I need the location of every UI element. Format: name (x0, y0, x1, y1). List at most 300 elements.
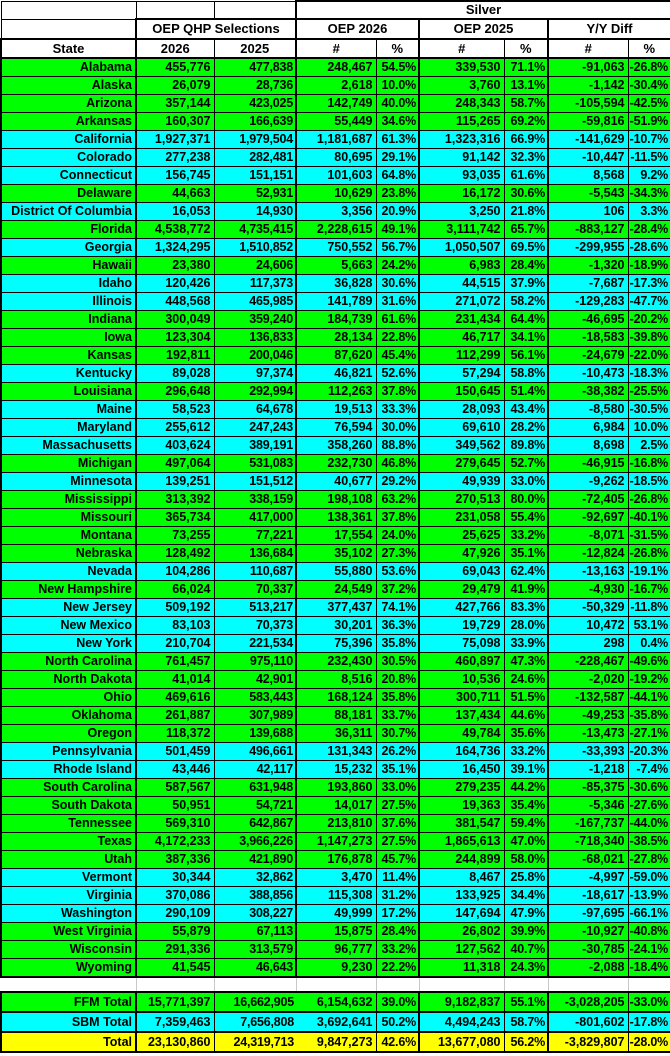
value-cell[interactable]: 112,263 (296, 383, 376, 401)
empty-cell[interactable] (1, 1, 136, 19)
value-cell[interactable]: 24.6% (504, 671, 548, 689)
value-cell[interactable]: 4,494,243 (419, 1012, 504, 1032)
value-cell[interactable]: 388,856 (214, 887, 296, 905)
state-cell[interactable]: Iowa (1, 329, 136, 347)
value-cell[interactable]: -13,473 (548, 725, 628, 743)
value-cell[interactable]: 192,811 (136, 347, 214, 365)
value-cell[interactable]: 427,766 (419, 599, 504, 617)
value-cell[interactable]: 115,265 (419, 113, 504, 131)
value-cell[interactable]: -91,063 (548, 58, 628, 77)
value-cell[interactable]: 118,372 (136, 725, 214, 743)
value-cell[interactable]: 32.3% (504, 149, 548, 167)
value-cell[interactable]: -18.4% (628, 959, 670, 978)
value-cell[interactable]: 150,645 (419, 383, 504, 401)
value-cell[interactable]: 20.9% (376, 203, 419, 221)
value-cell[interactable]: 33.3% (376, 401, 419, 419)
value-cell[interactable]: 28.2% (504, 419, 548, 437)
state-cell[interactable]: North Dakota (1, 671, 136, 689)
state-cell[interactable]: Texas (1, 833, 136, 851)
value-cell[interactable]: 70,337 (214, 581, 296, 599)
value-cell[interactable]: -7.4% (628, 761, 670, 779)
value-cell[interactable]: 136,833 (214, 329, 296, 347)
value-cell[interactable]: 58.7% (504, 95, 548, 113)
value-cell[interactable]: 24,549 (296, 581, 376, 599)
value-cell[interactable]: 44.6% (504, 707, 548, 725)
state-cell[interactable]: Colorado (1, 149, 136, 167)
state-cell[interactable]: Alabama (1, 58, 136, 77)
state-cell[interactable]: Georgia (1, 239, 136, 257)
value-cell[interactable]: 1,324,295 (136, 239, 214, 257)
value-cell[interactable]: 46,717 (419, 329, 504, 347)
value-cell[interactable]: -13.9% (628, 887, 670, 905)
value-cell[interactable]: -11.8% (628, 599, 670, 617)
value-cell[interactable]: 24.3% (504, 959, 548, 978)
state-cell[interactable]: Wyoming (1, 959, 136, 978)
state-cell[interactable]: North Carolina (1, 653, 136, 671)
value-cell[interactable]: 142,749 (296, 95, 376, 113)
value-cell[interactable]: 36.3% (376, 617, 419, 635)
col-2025-header[interactable]: 2025 (214, 39, 296, 58)
value-cell[interactable]: 88.8% (376, 437, 419, 455)
value-cell[interactable]: -5,543 (548, 185, 628, 203)
state-cell[interactable]: South Carolina (1, 779, 136, 797)
state-cell[interactable]: Nevada (1, 563, 136, 581)
value-cell[interactable]: 8,568 (548, 167, 628, 185)
value-cell[interactable]: 9.2% (628, 167, 670, 185)
value-cell[interactable]: 42.6% (376, 1032, 419, 1052)
value-cell[interactable]: 279,645 (419, 455, 504, 473)
value-cell[interactable]: 3,111,742 (419, 221, 504, 239)
value-cell[interactable]: 2.5% (628, 437, 670, 455)
value-cell[interactable]: -27.1% (628, 725, 670, 743)
value-cell[interactable]: -3,028,205 (548, 992, 628, 1012)
value-cell[interactable]: 27.3% (376, 545, 419, 563)
value-cell[interactable]: 44,515 (419, 275, 504, 293)
value-cell[interactable]: 64.4% (504, 311, 548, 329)
value-cell[interactable]: 7,359,463 (136, 1012, 214, 1032)
value-cell[interactable]: 23,130,860 (136, 1032, 214, 1052)
value-cell[interactable]: 55.4% (504, 509, 548, 527)
value-cell[interactable]: 139,688 (214, 725, 296, 743)
value-cell[interactable]: -49.6% (628, 653, 670, 671)
value-cell[interactable]: 69,610 (419, 419, 504, 437)
value-cell[interactable]: 231,058 (419, 509, 504, 527)
value-cell[interactable]: 583,443 (214, 689, 296, 707)
value-cell[interactable]: 57,294 (419, 365, 504, 383)
oep2025-pct-header[interactable]: % (504, 39, 548, 58)
value-cell[interactable]: -28.6% (628, 239, 670, 257)
state-cell[interactable]: New Jersey (1, 599, 136, 617)
col-2026-header[interactable]: 2026 (136, 39, 214, 58)
value-cell[interactable]: -46,915 (548, 455, 628, 473)
value-cell[interactable]: 35,102 (296, 545, 376, 563)
value-cell[interactable]: 22.8% (376, 329, 419, 347)
value-cell[interactable]: -92,697 (548, 509, 628, 527)
value-cell[interactable]: 44,663 (136, 185, 214, 203)
state-cell[interactable]: Nebraska (1, 545, 136, 563)
value-cell[interactable]: -8,071 (548, 527, 628, 545)
value-cell[interactable]: 54.5% (376, 58, 419, 77)
value-cell[interactable]: 31.2% (376, 887, 419, 905)
state-cell[interactable]: Missouri (1, 509, 136, 527)
value-cell[interactable]: 10,629 (296, 185, 376, 203)
value-cell[interactable]: 29,479 (419, 581, 504, 599)
value-cell[interactable]: -35.8% (628, 707, 670, 725)
value-cell[interactable]: 89,028 (136, 365, 214, 383)
value-cell[interactable]: 15,771,397 (136, 992, 214, 1012)
value-cell[interactable]: 33.9% (504, 635, 548, 653)
value-cell[interactable]: -42.5% (628, 95, 670, 113)
value-cell[interactable]: -59.0% (628, 869, 670, 887)
value-cell[interactable]: 26,802 (419, 923, 504, 941)
value-cell[interactable]: 1,510,852 (214, 239, 296, 257)
state-cell[interactable]: California (1, 131, 136, 149)
value-cell[interactable]: 47.3% (504, 653, 548, 671)
value-cell[interactable]: 36,828 (296, 275, 376, 293)
value-cell[interactable]: 69,043 (419, 563, 504, 581)
state-cell[interactable]: Connecticut (1, 167, 136, 185)
value-cell[interactable]: 40,677 (296, 473, 376, 491)
value-cell[interactable]: -129,283 (548, 293, 628, 311)
value-cell[interactable]: -17.8% (628, 1012, 670, 1032)
value-cell[interactable]: 16,662,905 (214, 992, 296, 1012)
value-cell[interactable]: 381,547 (419, 815, 504, 833)
value-cell[interactable]: 33.0% (504, 473, 548, 491)
value-cell[interactable]: 300,049 (136, 311, 214, 329)
value-cell[interactable]: -7,687 (548, 275, 628, 293)
value-cell[interactable]: 587,567 (136, 779, 214, 797)
value-cell[interactable]: 96,777 (296, 941, 376, 959)
value-cell[interactable]: -38.5% (628, 833, 670, 851)
value-cell[interactable]: 30,344 (136, 869, 214, 887)
empty-cell[interactable] (136, 977, 214, 992)
value-cell[interactable]: 20.8% (376, 671, 419, 689)
value-cell[interactable]: -105,594 (548, 95, 628, 113)
value-cell[interactable]: -30.6% (628, 779, 670, 797)
value-cell[interactable]: 460,897 (419, 653, 504, 671)
value-cell[interactable]: 24,319,713 (214, 1032, 296, 1052)
value-cell[interactable]: 61.6% (376, 311, 419, 329)
value-cell[interactable]: 40.0% (376, 95, 419, 113)
value-cell[interactable]: 37.8% (376, 509, 419, 527)
value-cell[interactable]: 27.5% (376, 833, 419, 851)
value-cell[interactable]: 296,648 (136, 383, 214, 401)
value-cell[interactable]: 501,459 (136, 743, 214, 761)
value-cell[interactable]: 73,255 (136, 527, 214, 545)
value-cell[interactable]: 65.7% (504, 221, 548, 239)
value-cell[interactable]: 28,134 (296, 329, 376, 347)
empty-cell[interactable] (376, 977, 419, 992)
value-cell[interactable]: 358,260 (296, 437, 376, 455)
state-cell[interactable]: New York (1, 635, 136, 653)
value-cell[interactable]: 64.8% (376, 167, 419, 185)
value-cell[interactable]: 338,159 (214, 491, 296, 509)
value-cell[interactable]: 28.0% (504, 617, 548, 635)
state-cell[interactable]: Alaska (1, 77, 136, 95)
value-cell[interactable]: 61.6% (504, 167, 548, 185)
value-cell[interactable]: -30.5% (628, 401, 670, 419)
value-cell[interactable]: -34.3% (628, 185, 670, 203)
value-cell[interactable]: 9,230 (296, 959, 376, 978)
state-cell[interactable]: Arizona (1, 95, 136, 113)
value-cell[interactable]: -13,163 (548, 563, 628, 581)
value-cell[interactable]: -141,629 (548, 131, 628, 149)
total-label-cell[interactable]: FFM Total (1, 992, 136, 1012)
value-cell[interactable]: 59.4% (504, 815, 548, 833)
state-cell[interactable]: West Virginia (1, 923, 136, 941)
value-cell[interactable]: 30.6% (376, 275, 419, 293)
value-cell[interactable]: 30.6% (504, 185, 548, 203)
value-cell[interactable]: 349,562 (419, 437, 504, 455)
value-cell[interactable]: 56.2% (504, 1032, 548, 1052)
value-cell[interactable]: -18.3% (628, 365, 670, 383)
value-cell[interactable]: -40.1% (628, 509, 670, 527)
value-cell[interactable]: 37.9% (504, 275, 548, 293)
value-cell[interactable]: -46,695 (548, 311, 628, 329)
value-cell[interactable]: -16.8% (628, 455, 670, 473)
value-cell[interactable]: 16,450 (419, 761, 504, 779)
value-cell[interactable]: 37.2% (376, 581, 419, 599)
value-cell[interactable]: -10,473 (548, 365, 628, 383)
total-label-cell[interactable]: SBM Total (1, 1012, 136, 1032)
value-cell[interactable]: 136,684 (214, 545, 296, 563)
value-cell[interactable]: 359,240 (214, 311, 296, 329)
value-cell[interactable]: 110,687 (214, 563, 296, 581)
value-cell[interactable]: -51.9% (628, 113, 670, 131)
value-cell[interactable]: 308,227 (214, 905, 296, 923)
state-column-header[interactable]: State (1, 39, 136, 58)
value-cell[interactable]: 75,396 (296, 635, 376, 653)
value-cell[interactable]: -5,346 (548, 797, 628, 815)
value-cell[interactable]: 14,017 (296, 797, 376, 815)
value-cell[interactable]: 41,014 (136, 671, 214, 689)
value-cell[interactable]: 642,867 (214, 815, 296, 833)
value-cell[interactable]: 30.0% (376, 419, 419, 437)
value-cell[interactable]: 21.8% (504, 203, 548, 221)
value-cell[interactable]: 58,523 (136, 401, 214, 419)
value-cell[interactable]: 19,513 (296, 401, 376, 419)
value-cell[interactable]: -28.0% (628, 1032, 670, 1052)
value-cell[interactable]: 83,103 (136, 617, 214, 635)
state-cell[interactable]: Ohio (1, 689, 136, 707)
value-cell[interactable]: -18.5% (628, 473, 670, 491)
value-cell[interactable]: 115,308 (296, 887, 376, 905)
state-cell[interactable]: Tennessee (1, 815, 136, 833)
value-cell[interactable]: 11.4% (376, 869, 419, 887)
value-cell[interactable]: 10,536 (419, 671, 504, 689)
value-cell[interactable]: 55,880 (296, 563, 376, 581)
value-cell[interactable]: 198,108 (296, 491, 376, 509)
value-cell[interactable]: 176,878 (296, 851, 376, 869)
value-cell[interactable]: -16.7% (628, 581, 670, 599)
value-cell[interactable]: -47.7% (628, 293, 670, 311)
value-cell[interactable]: -19.1% (628, 563, 670, 581)
value-cell[interactable]: 1,865,613 (419, 833, 504, 851)
value-cell[interactable]: 5,663 (296, 257, 376, 275)
value-cell[interactable]: 43,446 (136, 761, 214, 779)
value-cell[interactable]: 14,930 (214, 203, 296, 221)
state-cell[interactable]: Idaho (1, 275, 136, 293)
value-cell[interactable]: -12,824 (548, 545, 628, 563)
state-cell[interactable]: Mississippi (1, 491, 136, 509)
value-cell[interactable]: 25,625 (419, 527, 504, 545)
value-cell[interactable]: 16,172 (419, 185, 504, 203)
value-cell[interactable]: 160,307 (136, 113, 214, 131)
value-cell[interactable]: -4,997 (548, 869, 628, 887)
value-cell[interactable]: 290,109 (136, 905, 214, 923)
value-cell[interactable]: 421,890 (214, 851, 296, 869)
value-cell[interactable]: 9,182,837 (419, 992, 504, 1012)
value-cell[interactable]: 37.6% (376, 815, 419, 833)
value-cell[interactable]: 255,612 (136, 419, 214, 437)
value-cell[interactable]: 52.6% (376, 365, 419, 383)
value-cell[interactable]: -44.0% (628, 815, 670, 833)
value-cell[interactable]: 56.1% (504, 347, 548, 365)
value-cell[interactable]: 30.7% (376, 725, 419, 743)
value-cell[interactable]: -228,467 (548, 653, 628, 671)
value-cell[interactable]: 3,470 (296, 869, 376, 887)
value-cell[interactable]: 377,437 (296, 599, 376, 617)
value-cell[interactable]: 8,467 (419, 869, 504, 887)
value-cell[interactable]: 357,144 (136, 95, 214, 113)
empty-cell[interactable] (1, 19, 136, 39)
value-cell[interactable]: 49,999 (296, 905, 376, 923)
value-cell[interactable]: 34.6% (376, 113, 419, 131)
value-cell[interactable]: 117,373 (214, 275, 296, 293)
value-cell[interactable]: -22.0% (628, 347, 670, 365)
value-cell[interactable]: 58.0% (504, 851, 548, 869)
empty-cell[interactable] (1, 977, 136, 992)
yy-count-header[interactable]: # (548, 39, 628, 58)
value-cell[interactable]: 42,901 (214, 671, 296, 689)
value-cell[interactable]: 47.0% (504, 833, 548, 851)
value-cell[interactable]: 569,310 (136, 815, 214, 833)
value-cell[interactable]: -72,405 (548, 491, 628, 509)
value-cell[interactable]: 13,677,080 (419, 1032, 504, 1052)
value-cell[interactable]: 30,201 (296, 617, 376, 635)
value-cell[interactable]: 423,025 (214, 95, 296, 113)
value-cell[interactable]: 23,380 (136, 257, 214, 275)
empty-cell[interactable] (504, 977, 548, 992)
state-cell[interactable]: South Dakota (1, 797, 136, 815)
value-cell[interactable]: 91,142 (419, 149, 504, 167)
value-cell[interactable]: -883,127 (548, 221, 628, 239)
value-cell[interactable]: 63.2% (376, 491, 419, 509)
value-cell[interactable]: 42,117 (214, 761, 296, 779)
value-cell[interactable]: -19.2% (628, 671, 670, 689)
value-cell[interactable]: 89.8% (504, 437, 548, 455)
value-cell[interactable]: 15,875 (296, 923, 376, 941)
value-cell[interactable]: 62.4% (504, 563, 548, 581)
state-cell[interactable]: Washington (1, 905, 136, 923)
value-cell[interactable]: 213,810 (296, 815, 376, 833)
value-cell[interactable]: 497,064 (136, 455, 214, 473)
value-cell[interactable]: 19,363 (419, 797, 504, 815)
value-cell[interactable]: 291,336 (136, 941, 214, 959)
value-cell[interactable]: 71.1% (504, 58, 548, 77)
value-cell[interactable]: 139,251 (136, 473, 214, 491)
value-cell[interactable]: 35.1% (376, 761, 419, 779)
value-cell[interactable]: 455,776 (136, 58, 214, 77)
oep2026-pct-header[interactable]: % (376, 39, 419, 58)
value-cell[interactable]: -11.5% (628, 149, 670, 167)
value-cell[interactable]: 49.1% (376, 221, 419, 239)
value-cell[interactable]: 3,966,226 (214, 833, 296, 851)
value-cell[interactable]: -28.4% (628, 221, 670, 239)
oep-2026-group-header[interactable]: OEP 2026 (296, 19, 419, 39)
value-cell[interactable]: -39.8% (628, 329, 670, 347)
state-cell[interactable]: Delaware (1, 185, 136, 203)
value-cell[interactable]: 29.1% (376, 149, 419, 167)
value-cell[interactable]: 465,985 (214, 293, 296, 311)
value-cell[interactable]: -49,253 (548, 707, 628, 725)
value-cell[interactable]: -26.8% (628, 58, 670, 77)
value-cell[interactable]: 112,299 (419, 347, 504, 365)
value-cell[interactable]: 55.1% (504, 992, 548, 1012)
value-cell[interactable]: 17.2% (376, 905, 419, 923)
value-cell[interactable]: 55,879 (136, 923, 214, 941)
value-cell[interactable]: -18.9% (628, 257, 670, 275)
oep2026-count-header[interactable]: # (296, 39, 376, 58)
value-cell[interactable]: -10,927 (548, 923, 628, 941)
value-cell[interactable]: 531,083 (214, 455, 296, 473)
value-cell[interactable]: -20.3% (628, 743, 670, 761)
value-cell[interactable]: 88,181 (296, 707, 376, 725)
value-cell[interactable]: -27.8% (628, 851, 670, 869)
value-cell[interactable]: 448,568 (136, 293, 214, 311)
value-cell[interactable]: 39.0% (376, 992, 419, 1012)
state-cell[interactable]: Minnesota (1, 473, 136, 491)
value-cell[interactable]: 128,492 (136, 545, 214, 563)
value-cell[interactable]: 16,053 (136, 203, 214, 221)
value-cell[interactable]: 93,035 (419, 167, 504, 185)
value-cell[interactable]: 70,373 (214, 617, 296, 635)
value-cell[interactable]: 58.2% (504, 293, 548, 311)
value-cell[interactable]: 28.4% (376, 923, 419, 941)
value-cell[interactable]: -132,587 (548, 689, 628, 707)
value-cell[interactable]: 313,392 (136, 491, 214, 509)
value-cell[interactable]: 261,887 (136, 707, 214, 725)
value-cell[interactable]: 279,235 (419, 779, 504, 797)
value-cell[interactable]: 631,948 (214, 779, 296, 797)
value-cell[interactable]: 55,449 (296, 113, 376, 131)
value-cell[interactable]: 25.8% (504, 869, 548, 887)
value-cell[interactable]: 24.2% (376, 257, 419, 275)
value-cell[interactable]: 26.2% (376, 743, 419, 761)
value-cell[interactable]: 43.4% (504, 401, 548, 419)
value-cell[interactable]: 2,618 (296, 77, 376, 95)
value-cell[interactable]: 17,554 (296, 527, 376, 545)
value-cell[interactable]: -8,580 (548, 401, 628, 419)
empty-cell[interactable] (136, 1, 214, 19)
value-cell[interactable]: 24.0% (376, 527, 419, 545)
value-cell[interactable]: 69.5% (504, 239, 548, 257)
value-cell[interactable]: 133,925 (419, 887, 504, 905)
value-cell[interactable]: 28,736 (214, 77, 296, 95)
value-cell[interactable]: 270,513 (419, 491, 504, 509)
value-cell[interactable]: -18,583 (548, 329, 628, 347)
state-cell[interactable]: Montana (1, 527, 136, 545)
value-cell[interactable]: 3,250 (419, 203, 504, 221)
value-cell[interactable]: 200,046 (214, 347, 296, 365)
value-cell[interactable]: 46.8% (376, 455, 419, 473)
value-cell[interactable]: 41,545 (136, 959, 214, 978)
value-cell[interactable]: 6,984 (548, 419, 628, 437)
value-cell[interactable]: 34.4% (504, 887, 548, 905)
value-cell[interactable]: -68,021 (548, 851, 628, 869)
state-cell[interactable]: Vermont (1, 869, 136, 887)
value-cell[interactable]: 104,286 (136, 563, 214, 581)
